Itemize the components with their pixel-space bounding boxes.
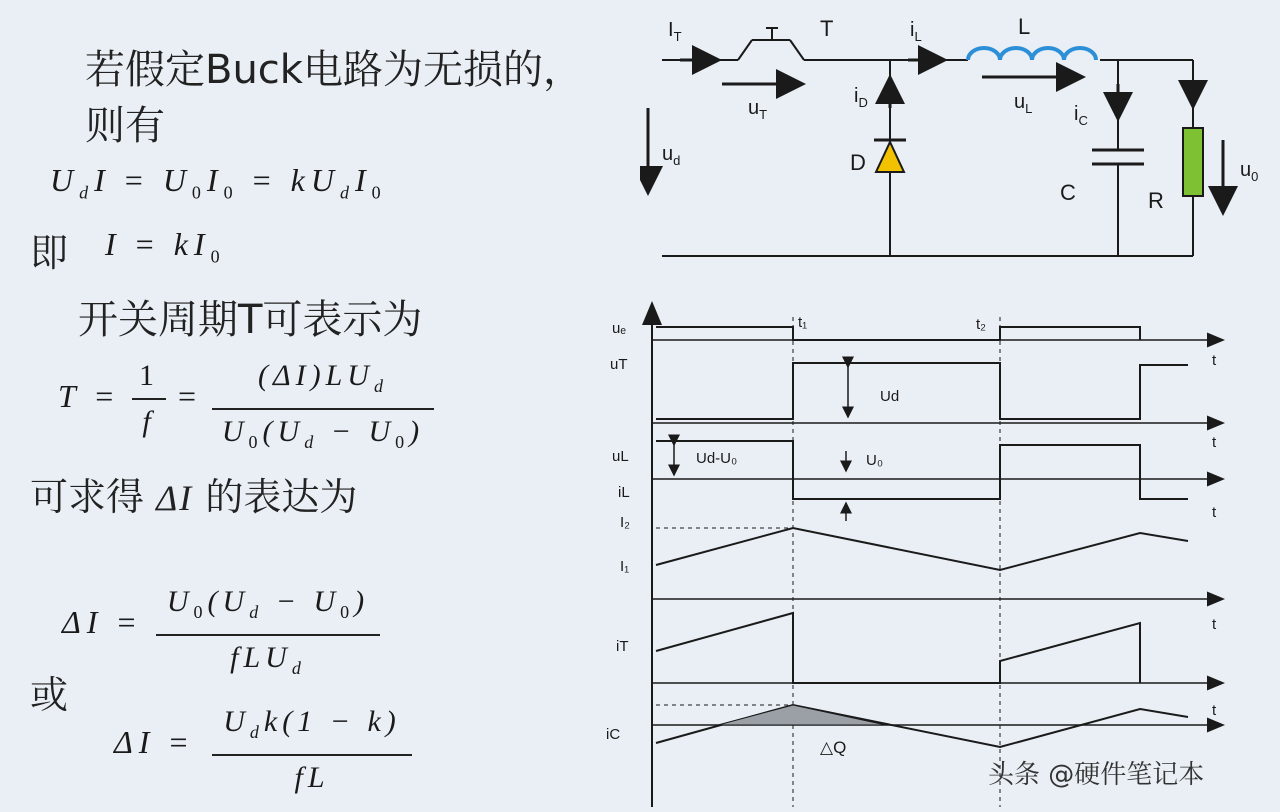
label-d: D (850, 150, 866, 175)
wave-ic (656, 705, 1188, 747)
t-label-3: t (1212, 504, 1217, 521)
row-ut: uT (610, 356, 628, 373)
delta-text: 可求得 ΔI 的表达为 (30, 475, 358, 519)
t-label-2: t (1212, 434, 1217, 451)
label-u0: U₀ (866, 452, 884, 469)
inductor-l (968, 48, 1096, 60)
delta-eq2-lhs: ΔI = (114, 724, 194, 760)
wave-it (656, 613, 1140, 683)
period-text: 开关周期T可表示为 (78, 297, 423, 343)
or-label: 或 (30, 673, 69, 717)
label-dq: △Q (820, 738, 847, 757)
row-ic: iC (606, 726, 621, 743)
label-t: T (820, 16, 834, 41)
power-balance-equation: $U_dI = U_0I_0 = kU_dI_0$ (50, 162, 387, 203)
label-t2: t₂ (976, 316, 986, 333)
label-ic: $i_C$ (1074, 103, 1088, 128)
delta-q-area (718, 705, 886, 725)
label-t1: t₁ (798, 314, 808, 331)
label-u0: $u_0$ (1240, 159, 1259, 184)
wave-ut (656, 363, 1188, 419)
label-il: $i_L$ (910, 19, 922, 44)
delta-eq2-fraction: $U_dk(1 - k)$ fL (212, 702, 412, 798)
label-udu0: Ud-U₀ (696, 450, 738, 467)
delta-eq1-lhs: ΔI = (62, 604, 142, 640)
waveform-diagram (600, 295, 1240, 812)
watermark: 头条 @硬件笔记本 (988, 760, 1205, 790)
row-i2: I₂ (620, 514, 630, 531)
label-ud: $u_d$ (662, 143, 681, 168)
t-label-4: t (1212, 616, 1217, 633)
label-l: L (1018, 14, 1031, 39)
row-i1: I₁ (620, 558, 630, 575)
ji-label: 即 (30, 231, 69, 275)
label-ud: Ud (880, 388, 900, 405)
switch-t (738, 28, 804, 60)
label-c: C (1060, 180, 1076, 205)
label-it: $I_T$ (668, 19, 682, 44)
diode-d (876, 142, 904, 172)
resistor-r (1183, 128, 1203, 196)
period-fraction-1f: 1 f (132, 356, 166, 442)
row-il: iL (618, 484, 630, 501)
row-ul: uL (612, 448, 629, 465)
t-label-1: t (1212, 352, 1217, 369)
intro-line-1: 若假定Buck电路为无损的， (85, 47, 583, 93)
row-it: iT (616, 638, 629, 655)
period-eq2: = (178, 378, 203, 414)
buck-circuit-diagram (640, 0, 1280, 270)
label-ul: $u_L$ (1014, 91, 1033, 116)
t-label-5: t (1212, 702, 1217, 719)
intro-line-2: 则有 (85, 103, 165, 149)
label-ut: $u_T$ (748, 97, 768, 122)
wave-ug (656, 327, 1140, 340)
delta-eq1-fraction: $U_0(U_d - U_0)$ fLU$_d$ (156, 582, 380, 688)
label-r: R (1148, 188, 1164, 213)
period-fraction-main: $(\Delta I)LU_d$ $U_0(U_d - U_0)$ (212, 356, 434, 462)
wave-il (656, 528, 1188, 570)
current-relation-equation: $I = kI_0$ (105, 226, 226, 267)
row-ug: uₑ (612, 320, 626, 337)
label-id: $i_D$ (854, 85, 868, 110)
period-lhs: T = (58, 378, 120, 414)
